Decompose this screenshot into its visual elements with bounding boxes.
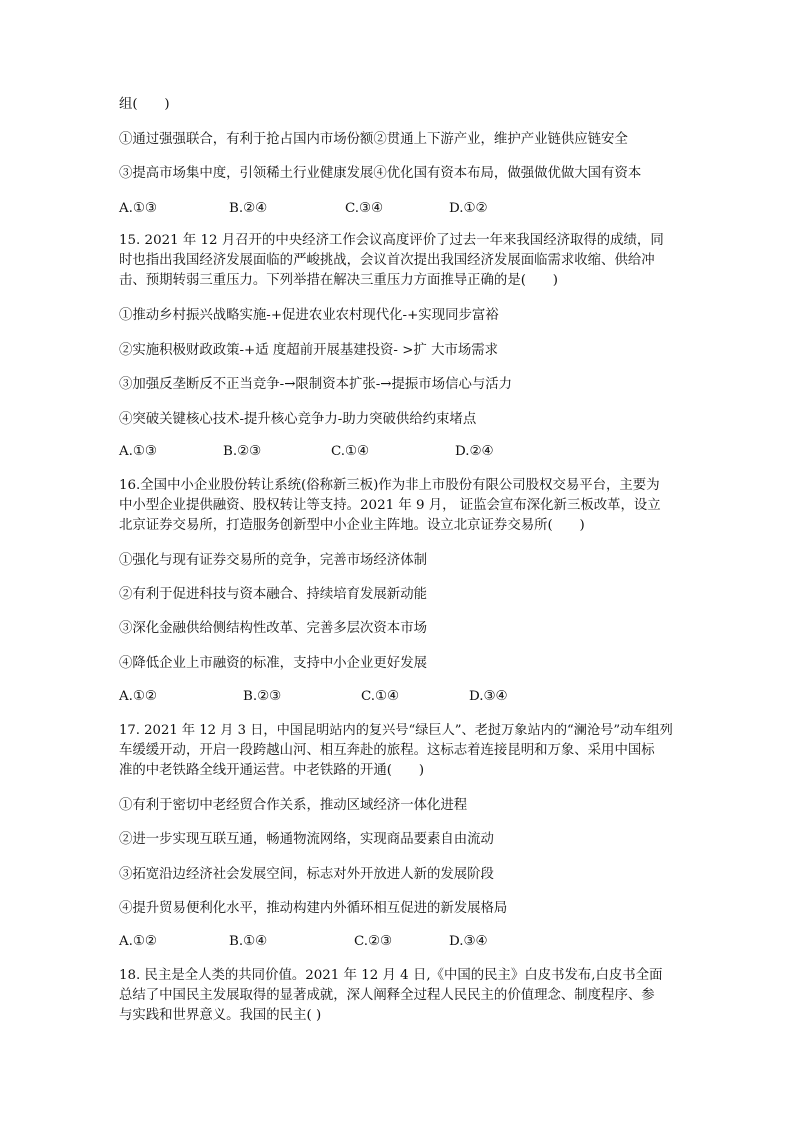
q16-stem-line-3: 北京证券交易所，打造服务创新型中小企业主阵地。设立北京证券交易所( ) [119, 518, 585, 533]
q17-item-2: ②进一步实现互联互通，畅通物流网络，实现商品要素自由流动 [119, 832, 494, 847]
q15-option-d: D.②④ [455, 444, 494, 459]
q16-option-c: C.①④ [361, 689, 400, 704]
q17-stem-line-2: 车缓缓开动，开启一段跨越山河、相互奔赴的旅程。这标志着连接昆明和万象、采用中国标 [119, 743, 655, 758]
q16-option-b: B.②③ [243, 689, 282, 704]
q15-item-3: ③加强反垄断反不正当竞争-→限制资本扩张-→提振市场信心与活力 [119, 377, 513, 392]
q16-stem-line-2: 中小型企业提供融资、股权转让等支持。2021 年 9 月， 证监会宣布深化新三板改革，设立 [119, 498, 661, 513]
q14-option-b: B.②④ [229, 201, 268, 216]
q17-item-1: ①有利于密切中老经贸合作关系，推动区域经济一体化进程 [119, 798, 468, 813]
q18-stem-line-2: 总结了中国民主发展取得的显著成就，深人阐释全过程人民民主的价值理念、制度程序、参 [119, 988, 655, 1003]
q16-option-a: A.①② [119, 689, 157, 704]
q16-option-d: D.③④ [469, 689, 508, 704]
q17-stem-line-1: 17. 2021 年 12 月 3 日，中国昆明站内的复兴号“绿巨人”、老挝万象站内的“澜沧号”动车组列 [119, 723, 673, 738]
q14-option-d: D.①② [449, 201, 488, 216]
q14-item-1: ①通过强强联合，有利于抢占国内市场份额②贯通上下游产业，维护产业链供应链安全 [119, 132, 628, 147]
q17-option-b: B.①④ [229, 934, 268, 949]
q18-stem-line-1: 18. 民主是全人类的共同价值。2021 年 12 月 4 日,《中国的民主》白皮书发布,白皮书全面 [119, 968, 663, 983]
q17-option-d: D.③④ [449, 934, 488, 949]
q17-item-3: ③拓宽沿边经济社会发展空间，标志对外开放进人新的发展阶段 [119, 867, 494, 882]
q16-item-2: ②有利于促进科技与资本融合、持续培育发展新动能 [119, 587, 427, 602]
q14-stem-tail: 组( ) [119, 97, 170, 112]
q15-option-b: B.②③ [223, 444, 262, 459]
q15-option-c: C.①④ [331, 444, 370, 459]
q17-item-4: ④提升贸易便利化水平，推动构建内外循环相互促进的新发展格局 [119, 901, 508, 916]
q14-option-c: C.③④ [345, 201, 384, 216]
q16-item-1: ①强化与现有证券交易所的竞争，完善市场经济体制 [119, 553, 427, 568]
q17-stem-line-3: 准的中老铁路全线开通运营。中老铁路的开通( ) [119, 763, 425, 778]
q15-stem-line-3: 击、预期转弱三重压力。下列举措在解决三重压力方面推导正确的是( ) [119, 273, 558, 288]
q18-stem-line-3: 与实践和世界意义。我国的民主( ) [119, 1008, 322, 1023]
q17-option-c: C.②③ [354, 934, 393, 949]
q14-item-2: ③提高市场集中度，引领稀土行业健康发展④优化国有资本布局，做强做优做大国有资本 [119, 166, 642, 181]
q15-option-a: A.①③ [119, 444, 157, 459]
q17-option-a: A.①② [119, 934, 157, 949]
q16-stem-line-1: 16.全国中小企业股份转让系统(俗称新三板)作为非上市股份有限公司股权交易平台，主要为 [119, 478, 660, 493]
q15-item-2: ②实施积极财政政策-+适 度超前开展基建投资- >扩 大市场需求 [119, 343, 499, 358]
q16-item-4: ④降低企业上市融资的标准，支持中小企业更好发展 [119, 656, 427, 671]
q15-item-1: ①推动乡村振兴战略实施-+促进农业农村现代化-+实现同步富裕 [119, 308, 499, 323]
q15-stem-line-2: 时也指出我国经济发展面临的严峻挑战，会议首次提出我国经济发展面临需求收缩、供给冲 [119, 253, 655, 268]
q15-item-4: ④突破关键核心技术-提升核心竞争力-助力突破供给约束堵点 [119, 412, 477, 427]
q15-stem-line-1: 15. 2021 年 12 月召开的中央经济工作会议高度评价了过去一年来我国经济取得的成绩，同 [119, 233, 664, 248]
q14-option-a: A.①③ [119, 201, 157, 216]
q16-item-3: ③深化金融供给侧结构性改革、完善多层次资本市场 [119, 621, 427, 636]
